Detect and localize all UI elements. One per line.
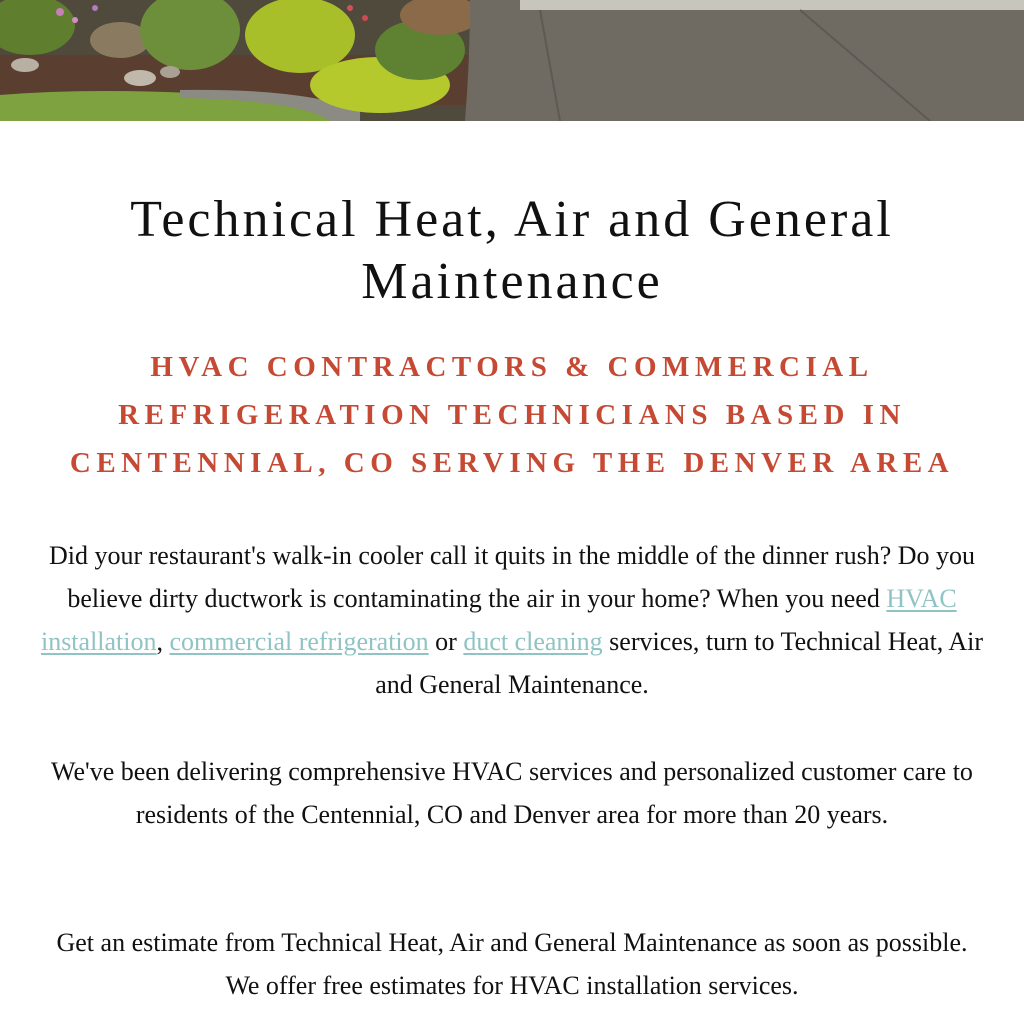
intro-text-after: services, turn to Technical Heat, Air and General Maintenance. bbox=[375, 627, 984, 699]
estimate-paragraph: Get an estimate from Technical Heat, Air and General Maintenance as soon as possible. We offer free estimates for HVAC installation services. bbox=[56, 928, 968, 1000]
intro-paragraph bbox=[40, 534, 984, 706]
hero-banner-image bbox=[0, 0, 1024, 121]
hvac-installation-link[interactable]: HVAC installation bbox=[40, 584, 957, 656]
intro-separator: , bbox=[156, 627, 170, 656]
intro-text-before: Did your restaurant's walk-in cooler call it quits in the middle of the dinner rush? Do you believe dirty ductwork is contaminating the air in your home? When you need bbox=[48, 541, 976, 613]
page-title: Technical Heat, Air and General Maintenance bbox=[130, 191, 894, 310]
tagline: HVAC CONTRACTORS & COMMERCIAL REFRIGERATION TECHNICIANS BASED IN CENTENNIAL, CO SERVING THE DENVER AREA bbox=[69, 351, 955, 479]
main-content bbox=[0, 121, 1024, 1024]
intro-separator: or bbox=[428, 627, 464, 656]
experience-paragraph: We've been delivering comprehensive HVAC services and personalized customer care to residents of the Centennial, CO and Denver area for more than 20 years. bbox=[51, 757, 973, 829]
commercial-refrigeration-link[interactable]: commercial refrigeration bbox=[169, 627, 429, 656]
duct-cleaning-link[interactable]: duct cleaning bbox=[463, 627, 603, 656]
